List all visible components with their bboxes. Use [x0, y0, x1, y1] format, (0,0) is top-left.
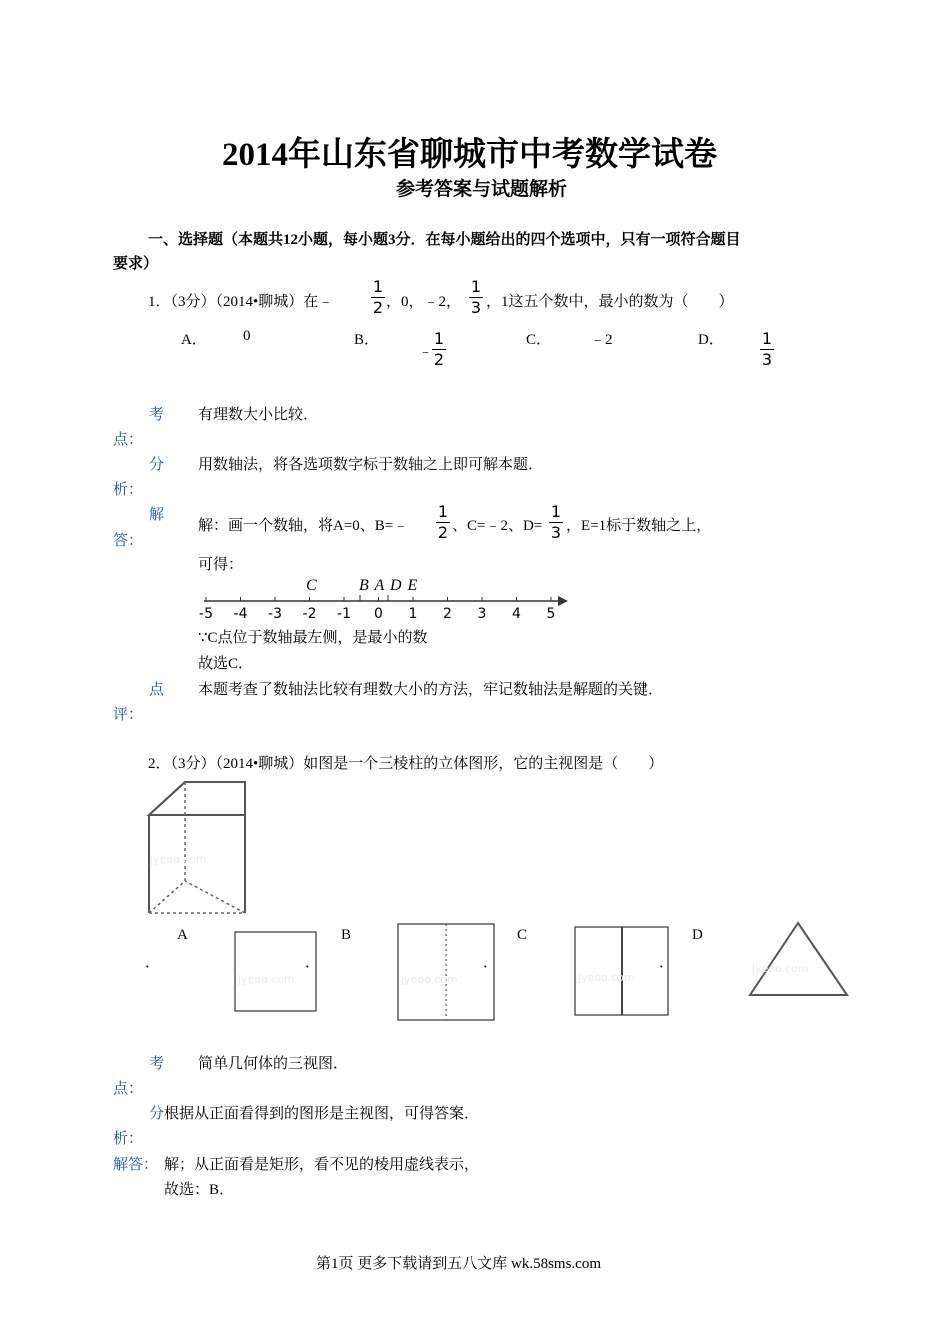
q1-option-c-label: C． [526, 332, 552, 348]
q1-jieda-fraction-third [549, 503, 563, 542]
q2-fenxi-text: 根据从正面看得到的图形是主视图，可得答案． [164, 1106, 480, 1122]
number-line-point-c: C [306, 577, 317, 594]
number-line-tick-label: -2 [302, 606, 317, 622]
q2-fenxi-label-2: 析： [113, 1131, 144, 1147]
watermark: jyeoo.com [238, 973, 295, 986]
page-subtitle: 参考答案与试题解析 [396, 179, 568, 200]
q1-reason: ∵C点位于数轴最左侧，是最小的数 [198, 630, 428, 646]
q2-kaodian-label-1: 考 [149, 1056, 165, 1072]
q1-stem-part1: 1．（3分）（2014•聊城）在﹣ [148, 294, 334, 310]
number-line-tick-label: 0 [374, 606, 383, 622]
numerator: 1 [761, 329, 773, 348]
q1-option-b-label: B． [354, 332, 380, 348]
q1-dianping-text: 本题考查了数轴法比较有理数大小的方法，牢记数轴法是解题的关键． [198, 682, 664, 698]
q1-jieda-label-2: 答： [113, 533, 144, 549]
number-line-arrow-icon [558, 596, 568, 606]
q1-jieda-label-1: 解 [149, 507, 165, 523]
q2-option-a-dot-2: ． [305, 955, 321, 971]
number-line-tick-label: 3 [477, 606, 487, 622]
q2-fenxi-label-1: 分 [149, 1106, 165, 1122]
numerator: 1 [372, 277, 384, 296]
watermark: jyeoo.com [578, 971, 635, 984]
watermark: jyeoo.com [150, 853, 207, 866]
q2-kaodian-text: 简单几何体的三视图． [198, 1056, 349, 1072]
number-line-tick-label: 1 [408, 606, 418, 622]
q2-choose: 故选：B． [164, 1182, 235, 1198]
q2-kaodian-label-2: 点： [113, 1081, 144, 1097]
q1-dianping-label-1: 点 [149, 682, 165, 698]
denominator: 2 [433, 350, 445, 369]
section-heading-cont: 要求） [113, 256, 159, 272]
q2-option-a-figure [234, 931, 321, 1013]
q1-option-d-label: D． [698, 332, 724, 348]
denominator: 3 [550, 523, 562, 542]
q1-jieda-fraction-half [436, 503, 450, 542]
q2-option-c-figure [574, 926, 670, 1017]
number-line-tick-label: 4 [512, 606, 521, 622]
page-footer: 第1页 更多下载请到五八文库 wk.58sms.com [316, 1256, 602, 1272]
number-line-tick-label: 5 [546, 606, 556, 622]
number-line-tick-label: -3 [268, 606, 282, 622]
q1-jieda-line1-a: 解：画一个数轴，将A=0、B=﹣ [198, 518, 409, 534]
q2-option-b-figure [397, 923, 495, 1021]
prism-top-face [149, 782, 245, 815]
q2-option-d-label: D [692, 927, 703, 943]
denominator: 2 [437, 523, 449, 542]
q1-fenxi-label-1: 分 [149, 457, 165, 473]
q2-option-b-dot: ． [483, 955, 499, 971]
denominator: 2 [372, 298, 384, 317]
number-line-figure [196, 572, 576, 628]
number-line-tick-label: -1 [337, 606, 351, 622]
watermark: jyeoo.com [401, 973, 458, 986]
watermark: jyeoo.com [752, 962, 809, 975]
q1-fenxi-text: 用数轴法，将各选项数字标于数轴之上即可解本题． [198, 457, 544, 473]
q1-option-c-value: ﹣2 [590, 332, 613, 348]
q2-jieda-text: 解；从正面看是矩形，看不见的棱用虚线表示， [164, 1157, 480, 1173]
number-line-tick-label: 2 [443, 606, 452, 622]
q2-option-c-dot: ． [659, 955, 675, 971]
page-title: 2014年山东省聊城市中考数学试卷 [222, 137, 717, 173]
denominator: 3 [761, 350, 773, 369]
q1-option-b-sign: ﹣ [418, 344, 434, 360]
section-heading: 一、选择题（本题共12小题，每小题3分．在每小题给出的四个选项中，只有一项符合题目 [148, 232, 741, 248]
q1-dianping-label-2: 评： [113, 707, 144, 723]
q1-stem-fraction-third [469, 278, 483, 317]
q2-option-c-label: C [517, 927, 528, 943]
q1-choose: 故选C． [198, 656, 254, 672]
q1-option-d-fraction [760, 330, 774, 369]
q2-option-a-dot: ． [145, 955, 161, 971]
q1-kaodian-text: 有理数大小比较． [198, 407, 319, 423]
q2-option-a-label: A [177, 927, 188, 943]
q2-stem: 2．（3分）（2014•聊城）如图是一个三棱柱的立体图形，它的主视图是（ ） [148, 756, 664, 772]
q1-option-a-label: A． [181, 332, 207, 348]
number-line-tick-label: -5 [199, 606, 213, 622]
q2-jieda-label: 解答： [113, 1157, 159, 1173]
q1-stem-part2: ，0，﹣2， [386, 294, 462, 310]
q1-jieda-line2: 可得： [198, 557, 244, 573]
numerator: 1 [550, 502, 562, 521]
q1-kaodian-label-1: 考 [149, 407, 165, 423]
denominator: 3 [470, 298, 482, 317]
number-line-points-bade: B A D E [359, 577, 419, 594]
numerator: 1 [437, 502, 449, 521]
q1-option-b-fraction [432, 330, 446, 369]
q1-jieda-line1-b: 、C=﹣2、D= [452, 518, 543, 534]
q2-option-b-label: B [341, 927, 352, 943]
triangular-prism-figure [140, 775, 255, 920]
q1-fenxi-label-2: 析： [113, 482, 144, 498]
q1-stem-fraction-half [371, 278, 385, 317]
q2-option-d-figure [748, 920, 850, 1000]
q1-stem-part3: ，1这五个数中，最小的数为（ ） [486, 294, 734, 310]
q1-jieda-line1-c: ，E=1标于数轴之上， [566, 518, 712, 534]
numerator: 1 [433, 329, 445, 348]
q1-kaodian-label-2: 点： [113, 432, 144, 448]
number-line-tick-label: -4 [233, 606, 248, 622]
numerator: 1 [470, 277, 482, 296]
q1-option-a-value: 0 [243, 328, 251, 344]
